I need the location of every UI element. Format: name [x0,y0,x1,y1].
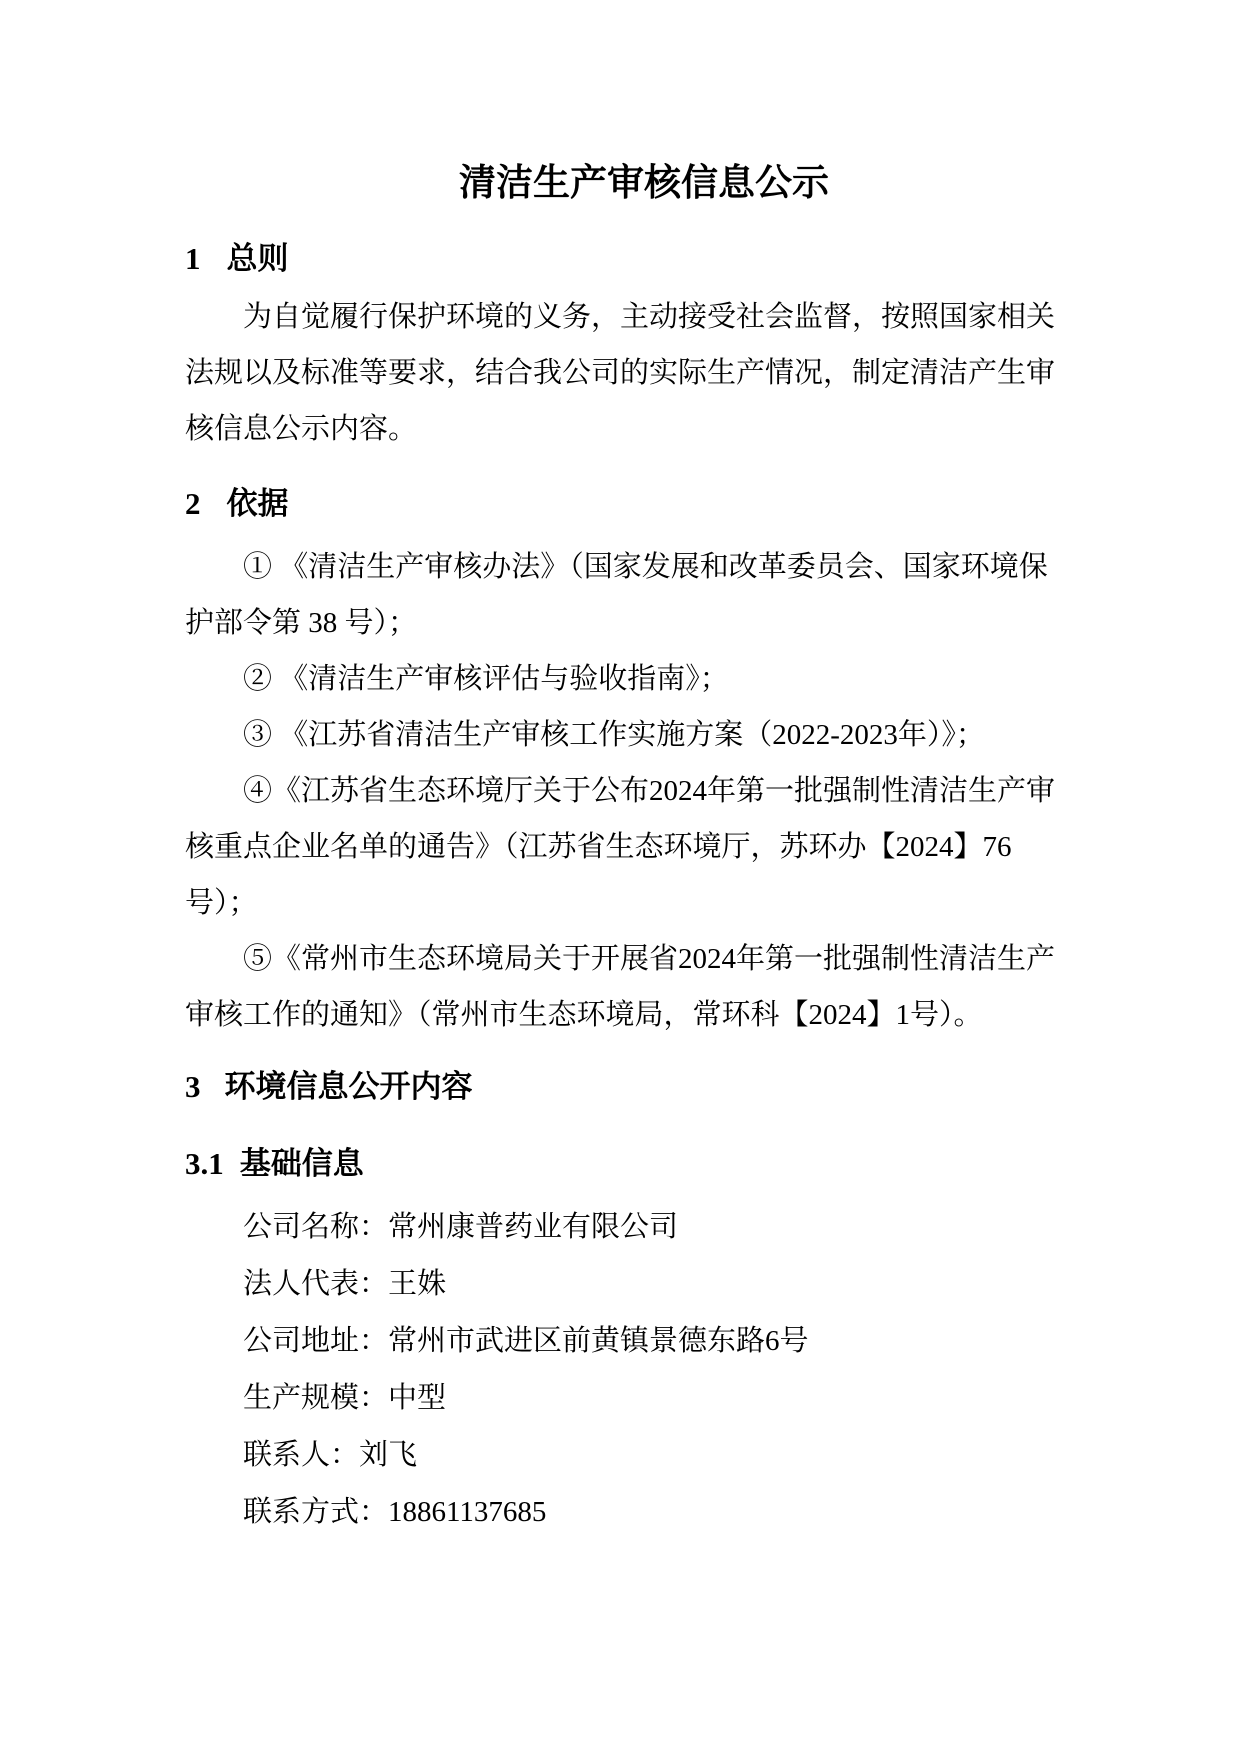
list-line: ② 《清洁生产审核评估与验收指南》； [243,663,729,695]
heading-number: 3 [185,1069,201,1104]
list-line: ③ 《江苏省清洁生产审核工作实施方案（2022-2023年）》； [243,719,985,751]
info-line-legal-representative: 法人代表：王姝 [243,1268,447,1300]
list-line: 号）； [185,887,258,919]
basic-info-list [185,1199,1053,1541]
list-line: ④《江苏省生态环境厅关于公布2024年第一批强制性清洁生产审 [243,775,1056,807]
list-line: ⑤《常州市生态环境局关于开展省2024年第一批强制性清洁生产 [243,943,1056,975]
heading-number: 1 [185,241,201,276]
list-line: 护部令第 38 号）； [185,607,418,639]
section-heading-3-1 [185,1136,1053,1192]
heading-number: 2 [185,486,201,521]
list-line: 核重点企业名单的通告》（江苏省生态环境厅，苏环办【2024】76 [185,831,1012,863]
paragraph-basis-list [185,539,1056,1043]
info-line-contact-person: 联系人：刘飞 [243,1439,418,1471]
paragraph-line: 为自觉履行保护环境的义务，主动接受社会监督，按照国家相关 [243,301,1056,333]
info-line-company-name: 公司名称：常州康普药业有限公司 [243,1211,679,1243]
section-heading-3 [185,1059,1053,1115]
heading-label: 依据 [226,486,289,521]
info-line-production-scale: 生产规模：中型 [243,1382,447,1414]
section-heading-1 [185,231,1053,287]
heading-label: 总则 [226,241,289,276]
heading-number: 3.1 [185,1146,224,1181]
paragraph-line: 核信息公示内容。 [185,413,418,445]
list-line: 审核工作的通知》（常州市生态环境局，常环科【2024】1号）。 [185,999,983,1031]
list-line: ① 《清洁生产审核办法》（国家发展和改革委员会、国家环境保 [243,551,1048,583]
heading-label: 环境信息公开内容 [224,1069,473,1104]
section-heading-2 [185,476,1053,532]
heading-label: 基础信息 [239,1146,364,1181]
paragraph-line: 法规以及标准等要求，结合我公司的实际生产情况，制定清洁产生审 [185,357,1056,389]
paragraph-general [185,289,1056,457]
document-title: 清洁生产审核信息公示 [459,163,829,204]
info-line-contact-phone: 联系方式：18861137685 [243,1496,547,1528]
info-line-company-address: 公司地址：常州市武进区前黄镇景德东路6号 [243,1325,809,1357]
